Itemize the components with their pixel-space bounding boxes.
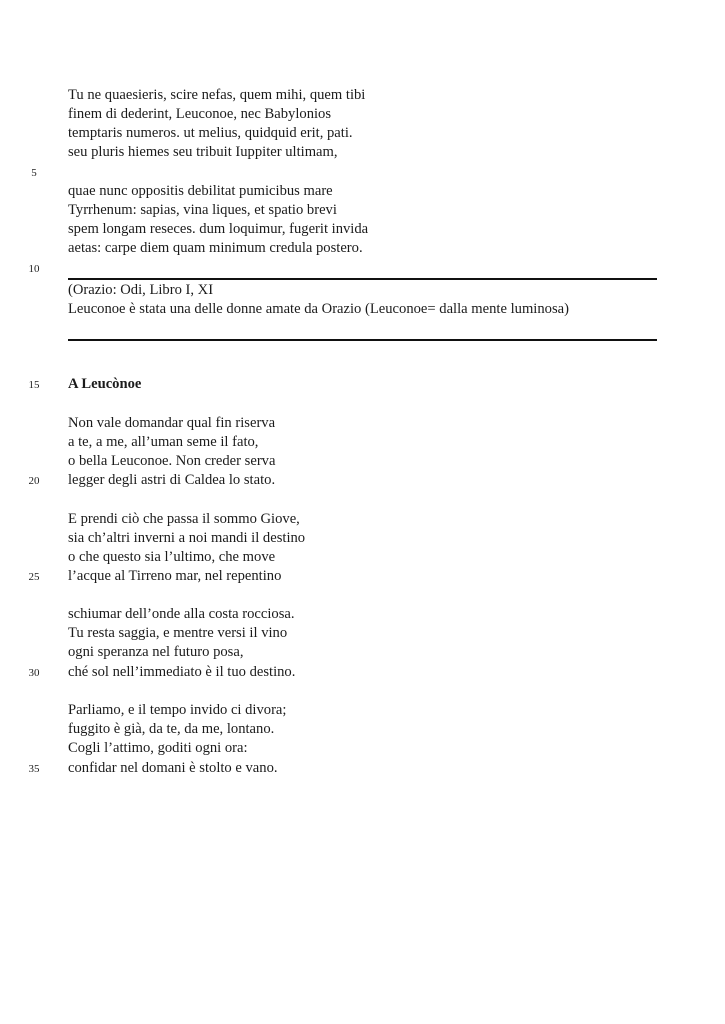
translation-line [0,759,725,778]
source-note-line [0,281,725,300]
note-bottom-rule [68,339,657,341]
latin-line [0,105,725,124]
translation-line [0,433,725,452]
translation-line-text: Tu resta saggia, e mentre versi il vino [68,625,288,641]
translation-line-text: Parliamo, e il tempo invido ci divora; [68,702,287,718]
translation-line [0,567,725,586]
line-number: 15 [28,379,40,391]
latin-line-text: spem longam reseces. dum loquimur, fugerit invida [68,221,369,237]
source-note-line [0,300,725,319]
latin-line-text: Tu ne quaesieris, scire nefas, quem mihi, quem tibi [68,87,366,103]
translation-line [0,548,725,567]
translation-line-text: schiumar dell’onde alla costa rocciosa. [68,606,295,622]
line-number-row [0,259,725,278]
translation-line-text: sia ch’altri inverni a noi mandi il destino [68,530,306,546]
translation-line [0,452,725,471]
translation-line-text: ogni speranza nel futuro posa, [68,644,244,660]
translation-line [0,471,725,490]
line-number: 25 [28,571,40,583]
translation-line-text: ché sol nell’immediato è il tuo destino. [68,664,296,680]
line-number: 10 [28,263,40,275]
translation-line-text: confidar nel domani è stolto e vano. [68,760,278,776]
line-number: 30 [28,667,40,679]
line-number: 5 [31,167,37,179]
translation-line-text: a te, a me, all’uman seme il fato, [68,434,259,450]
translation-line-text: o bella Leuconoe. Non creder serva [68,453,276,469]
translation-line [0,529,725,548]
latin-line-text: Tyrrhenum: sapias, vina liques, et spatio brevi [68,202,337,218]
latin-line-text: quae nunc oppositis debilitat pumicibus mare [68,183,333,199]
note-top-rule [68,278,657,280]
line-number-row [0,163,725,182]
translation-line-text: Cogli l’attimo, goditi ogni ora: [68,740,248,756]
latin-line-text: aetas: carpe diem quam minimum credula postero. [68,240,363,256]
latin-line-text: seu pluris hiemes seu tribuit Iuppiter ultimam, [68,144,338,160]
translation-line-text: l’acque al Tirreno mar, nel repentino [68,568,282,584]
latin-line [0,220,725,239]
source-citation: (Orazio: Odi, Libro I, XI [68,282,214,298]
latin-line-text: finem di dederint, Leuconoe, nec Babylonios [68,106,332,122]
translation-line [0,414,725,433]
latin-line [0,86,725,105]
translation-line-text: legger degli astri di Caldea lo stato. [68,472,276,488]
latin-line [0,124,725,143]
line-number: 20 [28,475,40,487]
translation-line-text: Non vale domandar qual fin riserva [68,415,276,431]
latin-line-text: temptaris numeros. ut melius, quidquid erit, pati. [68,125,353,141]
translation-line [0,663,725,682]
translation-line [0,510,725,529]
translation-line [0,701,725,720]
translation-line [0,739,725,758]
latin-line [0,239,725,258]
latin-line [0,201,725,220]
translation-title: A Leucònoe [68,376,142,392]
translation-line-text: fuggito è già, da te, da me, lontano. [68,721,275,737]
translation-line [0,643,725,662]
latin-line [0,182,725,201]
latin-line [0,143,725,162]
translation-line-text: E prendi ciò che passa il sommo Giove, [68,511,300,527]
translation-line [0,605,725,624]
translation-line [0,624,725,643]
source-explanation: Leuconoe è stata una delle donne amate da Orazio (Leuconoe= dalla mente luminosa) [68,301,569,317]
line-number: 35 [28,763,40,775]
translation-title-row [0,375,725,394]
translation-line-text: o che questo sia l’ultimo, che move [68,549,276,565]
translation-line [0,720,725,739]
